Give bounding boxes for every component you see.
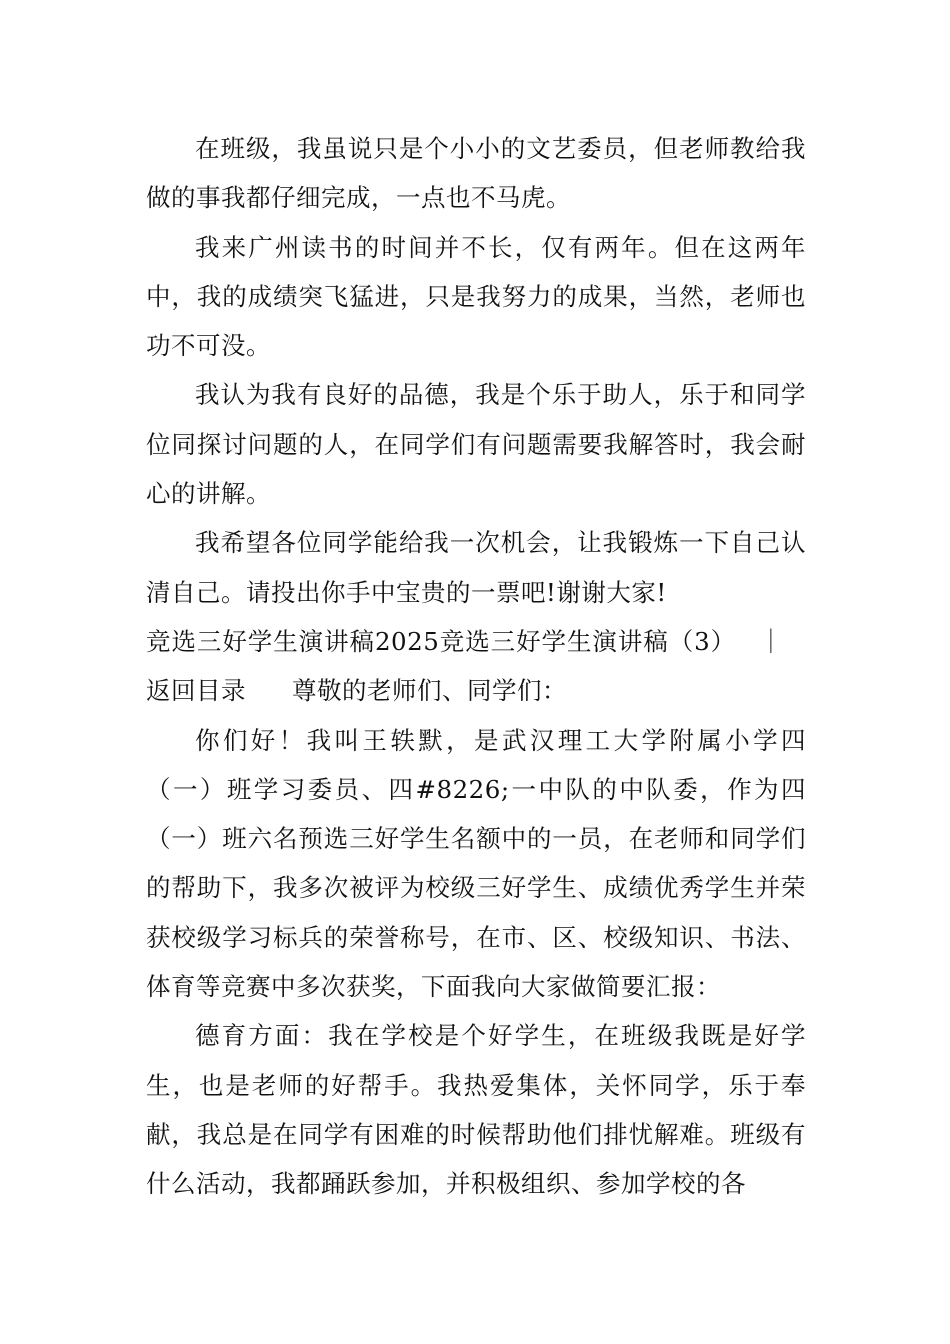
- salutation: 尊敬的老师们、同学们：: [292, 676, 567, 706]
- paragraph-arts-committee: 在班级，我虽说只是个小小的文艺委员，但老师教给我做的事我都仔细完成，一点也不马虎。: [146, 134, 806, 213]
- section-title: 竞选三好学生演讲稿2025竞选三好学生演讲稿（3）: [146, 626, 737, 656]
- paragraph-moral-education: 德育方面：我在学校是个好学生，在班级我既是好学生，也是老师的好帮手。我热爱集体，关怀同学，乐于奉献，我总是在同学有困难的时候帮助他们排忧解难。班级有什么活动，我都踊跃参加，并积极组织、参加学校的各: [146, 1021, 806, 1199]
- document-page: [146, 124, 806, 1209]
- heading-divider: ｜: [758, 626, 785, 656]
- section-heading: [146, 617, 806, 716]
- paragraph-guangzhou-study: 我来广州读书的时间并不长，仅有两年。但在这两年中，我的成绩突飞猛进，只是我努力的成果，当然，老师也功不可没。: [146, 232, 806, 361]
- paragraph-introduction: 你们好！我叫王轶默，是武汉理工大学附属小学四（一）班学习委员、四#8226;一中队的中队委，作为四（一）班六名预选三好学生名额中的一员，在老师和同学们的帮助下，我多次被评为校级三好学生、成绩优秀学生并荣获校级学习标兵的荣誉称号，在市、区、校级知识、书法、体育等竞赛中多次获奖，下面我向大家做简要汇报：: [146, 725, 806, 1002]
- paragraph-vote-request: 我希望各位同学能给我一次机会，让我锻炼一下自己认清自己。请投出你手中宝贵的一票吧!谢谢大家!: [146, 528, 806, 607]
- paragraph-good-character: 我认为我有良好的品德，我是个乐于助人，乐于和同学位同探讨问题的人，在同学们有问题需要我解答时，我会耐心的讲解。: [146, 380, 806, 509]
- back-to-contents-link[interactable]: 返回目录: [146, 676, 246, 706]
